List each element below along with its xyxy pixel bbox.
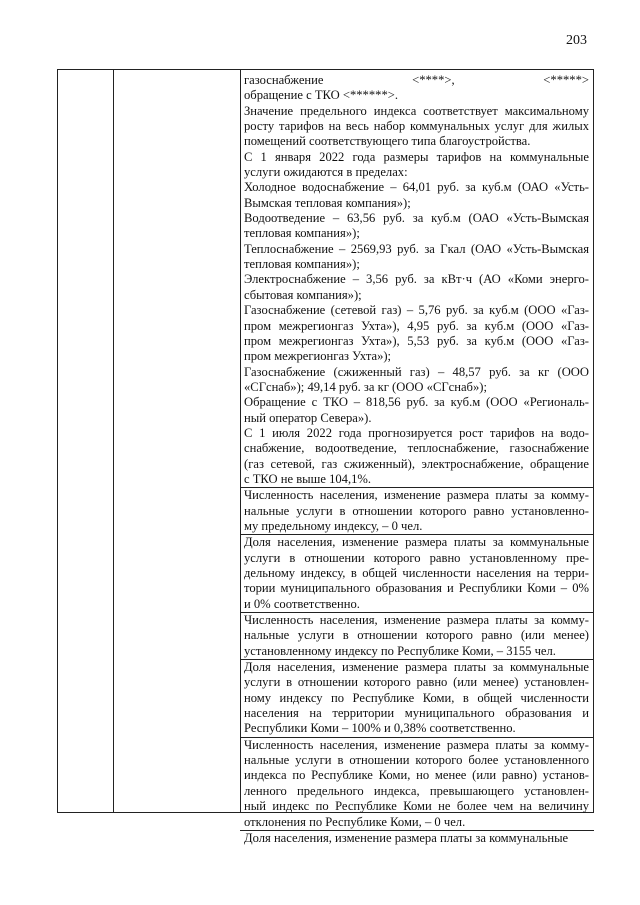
paragraph [244, 365, 589, 396]
table-cell-text [244, 73, 589, 846]
text-line: Доля населения, изменение размера платы за коммунальные [244, 660, 589, 675]
text-line: услуги в отношении которого равно (или менее) установлен- [244, 675, 589, 690]
paragraph [244, 150, 589, 181]
text-line: и 0% соответственно. [244, 596, 360, 611]
paragraph [240, 487, 594, 534]
text-line: дельному индексу, в общей численности населения на терри- [244, 566, 589, 580]
text-line: нальные услуги в отношении которого равно установленно- [244, 503, 589, 518]
paragraph [244, 426, 589, 487]
text-line: пром межрегионгаз Ухта»), 5,53 руб. за куб.м (ООО «Газ- [244, 333, 589, 348]
text-line: Газоснабжение (сжиженный газ) – 48,57 руб. за кг (ООО [244, 364, 589, 379]
text-line: нальные услуги в отношении которого более установленного [244, 753, 589, 768]
text-line: Газоснабжение (сетевой газ) – 5,76 руб. за куб.м (ООО «Газ- [244, 303, 589, 318]
paragraph [240, 612, 594, 659]
text-line: С 1 июля 2022 года прогнозируется рост тарифов на водо- [244, 425, 589, 440]
text-line: Обращение с ТКО – 818,56 руб. за куб.м (ООО «Региональ- [244, 395, 589, 410]
text-line: Доля населения, изменение размера платы за коммунальные [244, 830, 569, 845]
text-line: услуги ожидаются в пределах: [244, 165, 408, 180]
paragraph [244, 272, 589, 303]
text-line: му предельному индексу, – 0 чел. [244, 518, 423, 533]
paragraph [244, 73, 589, 104]
text-line: обращение с ТКО <******>. [244, 88, 398, 103]
text-line: Республики Коми – 100% и 0,38% соответственно. [244, 721, 516, 736]
text-line: сбытовая компания»); [244, 287, 362, 302]
text-line: Численность населения, изменение размера платы за комму- [244, 488, 589, 503]
paragraph [244, 395, 589, 426]
text-line: Численность населения, изменение размера платы за комму- [244, 613, 589, 628]
page-number: 203 [566, 33, 587, 48]
text-line: Холодное водоснабжение – 64,01 руб. за куб.м (ОАО «Усть- [244, 180, 589, 195]
paragraph [244, 242, 589, 273]
text-line: С 1 января 2022 года размеры тарифов на коммунальные [244, 149, 589, 164]
text-line: пром межрегионгаз Ухта»), 4,95 руб. за куб.м (ООО «Газ- [244, 318, 589, 333]
paragraph [244, 180, 589, 211]
text-line: газоснабжение <****>, <*****> [244, 73, 589, 87]
text-line: (газ сетевой, газ сжиженный), электроснабжение, обращение [244, 456, 589, 471]
text-line: тепловая компания»); [244, 257, 360, 272]
text-line: помещений соответствующего типа благоустройства. [244, 134, 531, 149]
text-line: росту тарифов на весь набор коммунальных услуг для жилых [244, 119, 589, 134]
text-line: с ТКО не выше 104,1%. [244, 471, 372, 486]
text-line: ный индекс по Республике Коми не более чем на величину [244, 799, 589, 814]
text-line: Водоотведение – 63,56 руб. за куб.м (ОАО «Усть-Вымская [244, 211, 589, 226]
paragraph [240, 659, 594, 737]
paragraph [240, 830, 594, 846]
column-divider [113, 70, 114, 812]
text-line: Электроснабжение – 3,56 руб. за кВт·ч (АО «Коми энерго- [244, 272, 589, 287]
text-line: тории муниципального образования и Республики Коми – 0% [244, 581, 589, 596]
text-line: ленного предельного индекса, превышающего установлен- [244, 783, 589, 798]
text-line: индекса по Республике Коми, но менее (или равно) установ- [244, 768, 589, 783]
text-line: ному индексу по Республике Коми, в общей численности [244, 690, 589, 705]
text-line: нальные услуги в отношении которого равно (или менее) [244, 628, 589, 643]
paragraph [240, 534, 594, 612]
paragraph [240, 737, 594, 830]
text-line: отклонения по Республике Коми, – 0 чел. [244, 814, 466, 829]
text-line: пром межрегионгаз Ухта»); [244, 349, 392, 364]
text-line: Вымская тепловая компания»); [244, 195, 411, 210]
text-line: снабжение, водоотведение, теплоснабжение, газоснабжение [244, 441, 589, 456]
paragraph [244, 104, 589, 150]
text-line: ный оператор Севера»). [244, 410, 372, 425]
paragraph [244, 303, 589, 364]
paragraph [244, 211, 589, 242]
text-line: Теплоснабжение – 2569,93 руб. за Гкал (ОАО «Усть-Вымская [244, 241, 589, 256]
document-table [57, 69, 594, 845]
text-line: Численность населения, изменение размера платы за комму- [244, 737, 589, 752]
text-line: установленному индексу по Республике Коми, – 3155 чел. [244, 643, 556, 658]
text-line: тепловая компания»); [244, 226, 360, 241]
text-line: «СГснаб»); 49,14 руб. за кг (ООО «СГснаб»); [244, 379, 487, 394]
text-line: услуги в отношении которого равно установленному пре- [244, 550, 589, 565]
text-line: Доля населения, изменение размера платы за коммунальные [244, 535, 589, 550]
text-line: Значение предельного индекса соответствует максимальному [244, 103, 589, 118]
text-line: населения на территории муниципального образования и [244, 706, 589, 721]
